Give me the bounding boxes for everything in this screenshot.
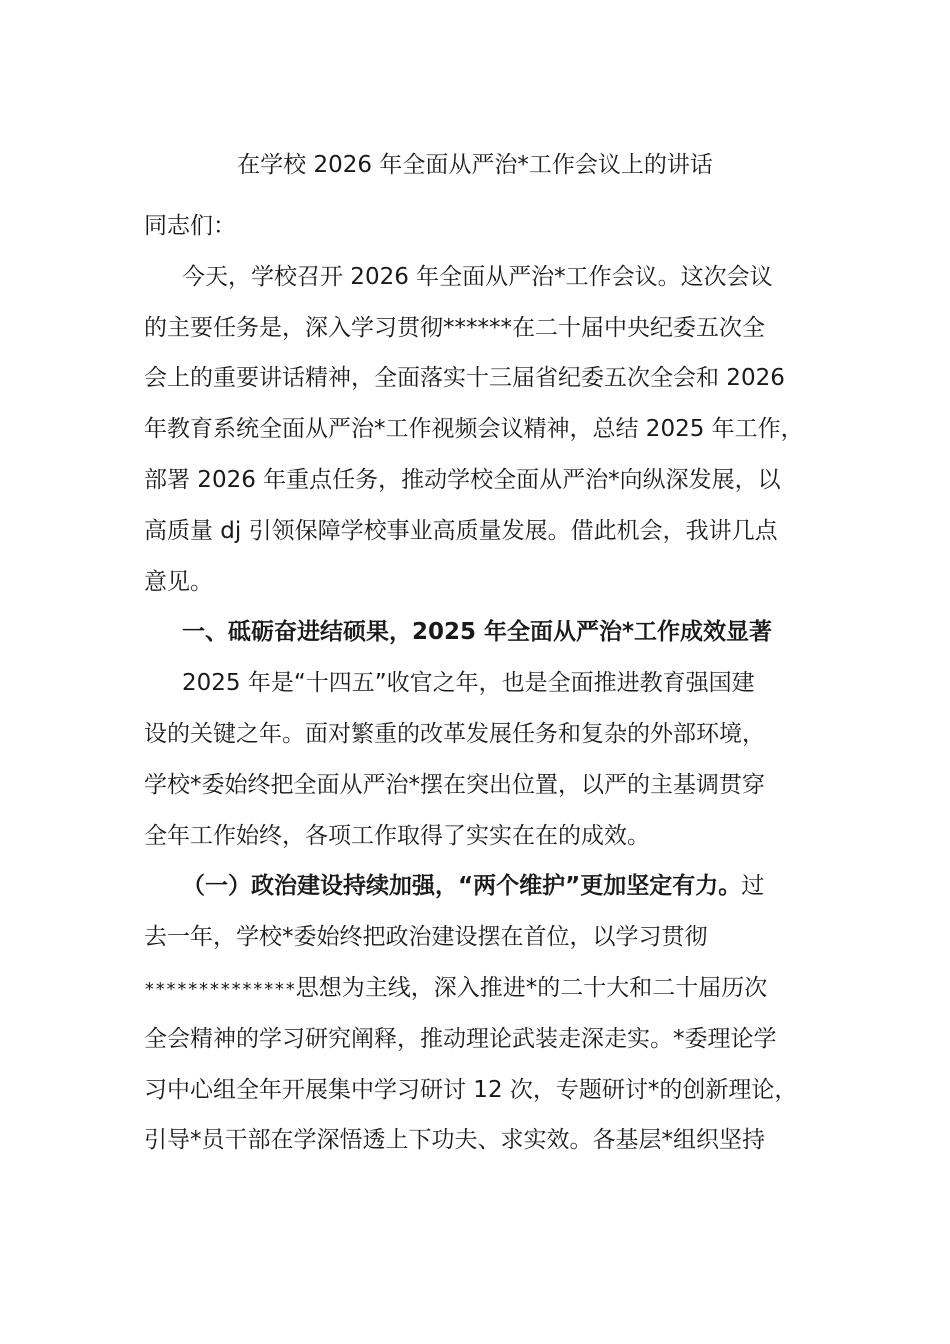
text-line (144, 969, 809, 1020)
section-heading-1: 一、砥砺奋进结硕果，2025 年全面从严治*工作成效显著 (182, 619, 773, 646)
salutation: 同志们： (144, 213, 236, 239)
paragraph-2025-summary (144, 664, 809, 867)
text-line: 会上的重要讲话精神，全面落实十三届省纪委五次全会和 2026 (144, 365, 785, 392)
text-line: 全会精神的学习研究阐释，推动理论武装走深走实。*委理论学 (144, 1025, 777, 1052)
text-line: 全年工作始终，各项工作取得了实实在在的成效。 (144, 822, 650, 849)
text-line: 的主要任务是，深入学习贯彻******在二十届中央纪委五次全 (144, 314, 765, 341)
subsection-first-line (144, 867, 809, 918)
text-line: 引导*员干部在学深悟透上下功夫、求实效。各基层*组织坚持 (144, 1127, 765, 1154)
text-fragment: 过 (741, 873, 765, 900)
subsection-heading-1: （一）政治建设持续加强，“两个维护”更加坚定有力。 (182, 873, 742, 900)
text-line: 部署 2026 年重点任务，推动学校全面从严治*向纵深发展，以 (144, 466, 781, 493)
text-line: 习中心组全年开展集中学习研讨 12 次，专题研讨*的创新理论， (144, 1076, 798, 1103)
redacted-text: ************** (144, 978, 296, 1000)
document-body (144, 207, 809, 1172)
paragraph-political-construction (144, 867, 809, 1172)
text-line: 2025 年是“十四五”收官之年，也是全面推进教育强国建 (182, 670, 755, 697)
text-line: 今天，学校召开 2026 年全面从严治*工作会议。这次会议 (182, 263, 773, 290)
text-fragment: 思想为主线，深入推进*的二十大和二十届历次 (295, 974, 768, 1001)
text-line: 高质量 dj 引领保障学校事业高质量发展。借此机会，我讲几点 (144, 517, 778, 544)
text-line: 去一年，学校*委始终把政治建设摆在首位，以学习贯彻 (144, 924, 708, 951)
text-line: 年教育系统全面从严治*工作视频会议精神，总结 2025 年工作， (144, 416, 804, 443)
text-line: 意见。 (144, 568, 213, 595)
text-line: 设的关键之年。面对繁重的改革发展任务和复杂的外部环境， (144, 720, 765, 747)
text-line: 学校*委始终把全面从严治*摆在突出位置，以严的主基调贯穿 (144, 771, 765, 798)
document-title: 在学校 2026 年全面从严治*工作会议上的讲话 (237, 152, 713, 178)
paragraph-intro (144, 258, 809, 614)
